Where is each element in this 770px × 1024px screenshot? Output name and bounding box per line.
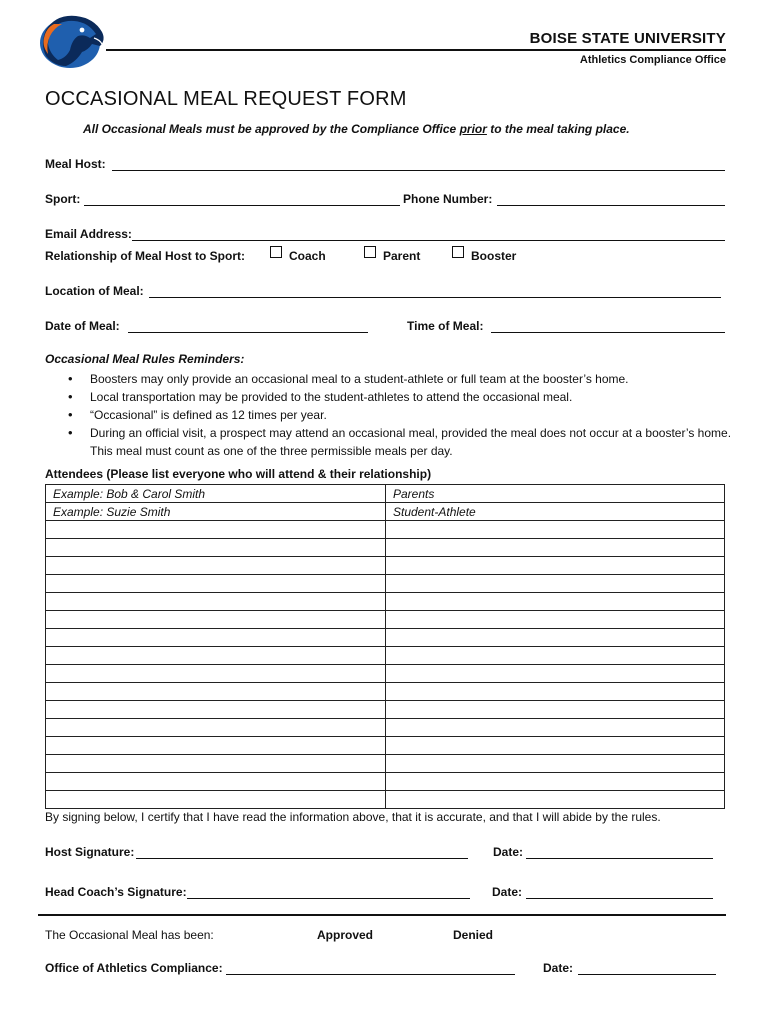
approval-notice (83, 122, 630, 136)
attendee-name-cell[interactable] (46, 575, 386, 593)
attendee-row (46, 629, 725, 647)
attendee-name-cell[interactable] (46, 773, 386, 791)
bronco-horse-logo-icon (36, 10, 108, 70)
attendees-title: Attendees (Please list everyone who will attend & their relationship) (45, 467, 432, 481)
host-signature-label: Host Signature: (45, 845, 135, 859)
attendee-relationship-cell[interactable] (386, 773, 725, 791)
booster-option-label: Booster (471, 249, 517, 263)
attendee-relationship-cell[interactable]: Parents (386, 485, 725, 503)
email-field[interactable] (132, 240, 725, 241)
host-signature-field[interactable] (136, 858, 468, 859)
sport-field[interactable] (84, 205, 400, 206)
attendee-name-cell[interactable] (46, 755, 386, 773)
attendee-name-cell[interactable] (46, 719, 386, 737)
checkbox-box[interactable] (270, 246, 282, 258)
phone-label: Phone Number: (403, 192, 493, 206)
coach-date-label: Date: (492, 885, 523, 899)
attendee-row (46, 503, 725, 521)
attendee-relationship-cell[interactable]: Student-Athlete (386, 503, 725, 521)
coach-signature-field[interactable] (187, 898, 470, 899)
coach-signature-label: Head Coach’s Signature: (45, 885, 187, 899)
checkbox-box[interactable] (364, 246, 376, 258)
rule-item: • Boosters may only provide an occasional meal to a student-athlete or full team at the booster’s home. (64, 370, 734, 388)
notice-emphasis: prior (459, 122, 487, 136)
attendee-row (46, 647, 725, 665)
compliance-date-field[interactable] (578, 974, 716, 975)
meal-date-field[interactable] (128, 332, 368, 333)
attendee-relationship-cell[interactable] (386, 539, 725, 557)
attendee-relationship-cell[interactable] (386, 647, 725, 665)
attendee-row (46, 485, 725, 503)
attendee-relationship-cell[interactable] (386, 737, 725, 755)
office-use-divider (38, 914, 726, 916)
attendee-relationship-cell[interactable] (386, 701, 725, 719)
sport-label: Sport: (45, 192, 81, 206)
attendee-name-cell[interactable] (46, 701, 386, 719)
attendee-row (46, 773, 725, 791)
attendee-relationship-cell[interactable] (386, 557, 725, 575)
attendee-relationship-cell[interactable] (386, 719, 725, 737)
rule-item: • During an official visit, a prospect may attend an occasional meal, provided the meal does not occur at a booster’s home. This meal must count as one of the three permissible meals per day. (64, 424, 734, 460)
attendee-name-cell[interactable] (46, 647, 386, 665)
attendee-name-cell[interactable] (46, 737, 386, 755)
compliance-signature-field[interactable] (226, 974, 515, 975)
parent-checkbox[interactable] (364, 246, 376, 261)
relationship-label: Relationship of Meal Host to Sport: (45, 249, 245, 263)
denied-option[interactable]: Denied (453, 928, 494, 942)
coach-checkbox[interactable] (270, 246, 282, 261)
attendee-name-cell[interactable]: Example: Bob & Carol Smith (46, 485, 386, 503)
meal-time-field[interactable] (491, 332, 725, 333)
attendee-row (46, 665, 725, 683)
compliance-signature-label: Office of Athletics Compliance: (45, 961, 223, 975)
attendee-name-cell[interactable] (46, 683, 386, 701)
location-field[interactable] (149, 297, 721, 298)
meal-host-field[interactable] (112, 170, 725, 171)
notice-text-post: to the meal taking place. (486, 122, 630, 136)
header-rule (106, 49, 726, 51)
attendee-row (46, 593, 725, 611)
attendee-name-cell[interactable] (46, 611, 386, 629)
attendee-name-cell[interactable]: Example: Suzie Smith (46, 503, 386, 521)
attendee-relationship-cell[interactable] (386, 665, 725, 683)
form-title: OCCASIONAL MEAL REQUEST FORM (45, 88, 407, 110)
certification-text: By signing below, I certify that I have read the information above, that it is accurate, and that I will abide by the rules. (45, 810, 661, 824)
attendee-row (46, 719, 725, 737)
coach-option-label: Coach (289, 249, 326, 263)
meal-status-label: The Occasional Meal has been: (45, 928, 214, 942)
rule-item: • Local transportation may be provided to the student-athletes to attend the occasional meal. (64, 388, 734, 406)
attendee-relationship-cell[interactable] (386, 791, 725, 809)
attendee-name-cell[interactable] (46, 593, 386, 611)
attendee-name-cell[interactable] (46, 539, 386, 557)
attendee-row (46, 737, 725, 755)
email-label: Email Address: (45, 227, 132, 241)
attendees-table (45, 484, 725, 809)
parent-option-label: Parent (383, 249, 421, 263)
attendee-name-cell[interactable] (46, 557, 386, 575)
attendee-name-cell[interactable] (46, 665, 386, 683)
attendee-relationship-cell[interactable] (386, 521, 725, 539)
attendee-name-cell[interactable] (46, 521, 386, 539)
university-name: BOISE STATE UNIVERSITY (529, 30, 726, 47)
host-date-field[interactable] (526, 858, 713, 859)
attendee-row (46, 611, 725, 629)
attendee-name-cell[interactable] (46, 629, 386, 647)
location-label: Location of Meal: (45, 284, 144, 298)
compliance-date-label: Date: (543, 961, 574, 975)
attendee-row (46, 521, 725, 539)
notice-text-pre: All Occasional Meals must be approved by the Compliance Office (83, 122, 460, 136)
rules-title: Occasional Meal Rules Reminders: (45, 352, 245, 366)
meal-date-label: Date of Meal: (45, 319, 120, 333)
attendee-relationship-cell[interactable] (386, 683, 725, 701)
meal-time-label: Time of Meal: (407, 319, 484, 333)
attendee-row (46, 557, 725, 575)
attendee-row (46, 701, 725, 719)
attendee-relationship-cell[interactable] (386, 575, 725, 593)
checkbox-box[interactable] (452, 246, 464, 258)
attendee-row (46, 683, 725, 701)
attendee-row (46, 755, 725, 773)
attendee-row (46, 791, 725, 809)
approved-option[interactable]: Approved (317, 928, 374, 942)
meal-host-label: Meal Host: (45, 157, 106, 171)
attendee-name-cell[interactable] (46, 791, 386, 809)
office-name: Athletics Compliance Office (579, 54, 726, 66)
booster-checkbox[interactable] (452, 246, 464, 261)
coach-date-field[interactable] (526, 898, 713, 899)
attendee-row (46, 539, 725, 557)
host-date-label: Date: (493, 845, 524, 859)
phone-field[interactable] (497, 205, 725, 206)
rule-item: • “Occasional” is defined as 12 times per year. (64, 406, 734, 424)
rules-list (64, 370, 734, 460)
attendee-relationship-cell[interactable] (386, 629, 725, 647)
attendee-relationship-cell[interactable] (386, 755, 725, 773)
attendee-relationship-cell[interactable] (386, 593, 725, 611)
attendee-row (46, 575, 725, 593)
attendee-relationship-cell[interactable] (386, 611, 725, 629)
